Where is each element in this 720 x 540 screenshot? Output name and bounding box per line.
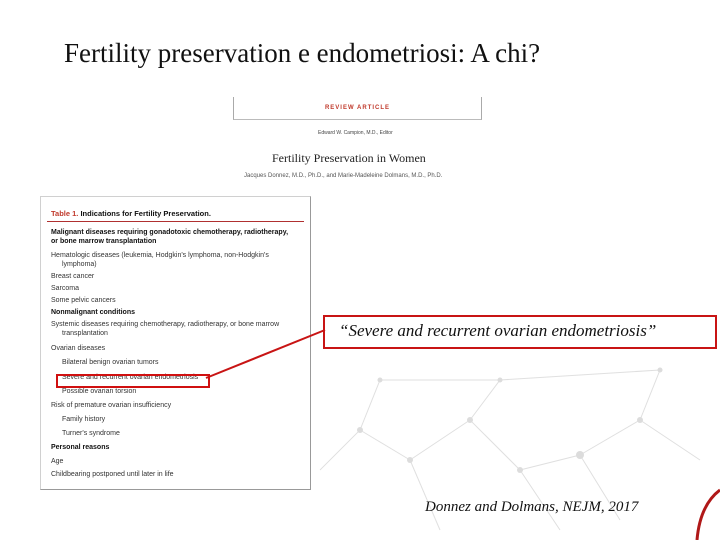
table-row: Turner's syndrome	[62, 430, 120, 437]
table-number: Table 1.	[51, 209, 79, 218]
quote-text: “Severe and recurrent ovarian endometriosis”	[339, 321, 657, 340]
table-row: Family history	[62, 416, 106, 423]
article-editor: Edward W. Campion, M.D., Editor	[318, 130, 393, 136]
table-row: Childbearing postponed until later in life	[51, 471, 174, 478]
connector-line	[206, 330, 325, 378]
table-row: Risk of premature ovarian insufficiency	[51, 402, 172, 409]
table-row: Malignant diseases requiring gonadotoxic chemotherapy, radiotherapy,	[51, 229, 289, 236]
table-row: Nonmalignant conditions	[51, 309, 135, 316]
table-row: Hematologic diseases (leukemia, Hodgkin's lymphoma, non-Hodgkin's	[51, 252, 269, 259]
corner-arc	[697, 490, 720, 540]
table-row: Systemic diseases requiring chemotherapy, radiotherapy, or bone marrow	[51, 321, 280, 328]
table-row: Some pelvic cancers	[51, 297, 116, 304]
table-row: or bone marrow transplantation	[51, 238, 157, 245]
table-row: Personal reasons	[51, 444, 110, 451]
table-row: Ovarian diseases	[51, 345, 106, 352]
slide-title: Fertility preservation e endometriosi: A chi?	[64, 38, 541, 68]
article-title: Fertility Preservation in Women	[272, 151, 426, 165]
review-article-label: REVIEW ARTICLE	[324, 105, 391, 111]
table-row: Age	[51, 458, 64, 465]
table-row: Breast cancer	[51, 273, 95, 280]
table-row: Sarcoma	[51, 285, 80, 292]
citation: Donnez and Dolmans, NEJM, 2017	[425, 499, 639, 515]
table-title-text: Indications for Fertility Preservation.	[80, 209, 211, 218]
network-nodes	[357, 368, 663, 474]
table-row: lymphoma)	[62, 261, 97, 268]
table-row: Possible ovarian torsion	[62, 388, 137, 395]
quote-box	[323, 315, 717, 349]
article-authors: Jacques Donnez, M.D., Ph.D., and Marie-Madeleine Dolmans, M.D., Ph.D.	[244, 173, 443, 179]
table-row: Bilateral benign ovarian tumors	[62, 359, 159, 366]
table-row-highlighted: Severe and recurrent ovarian endometriosis	[62, 374, 199, 381]
table-row: transplantation	[62, 330, 108, 337]
